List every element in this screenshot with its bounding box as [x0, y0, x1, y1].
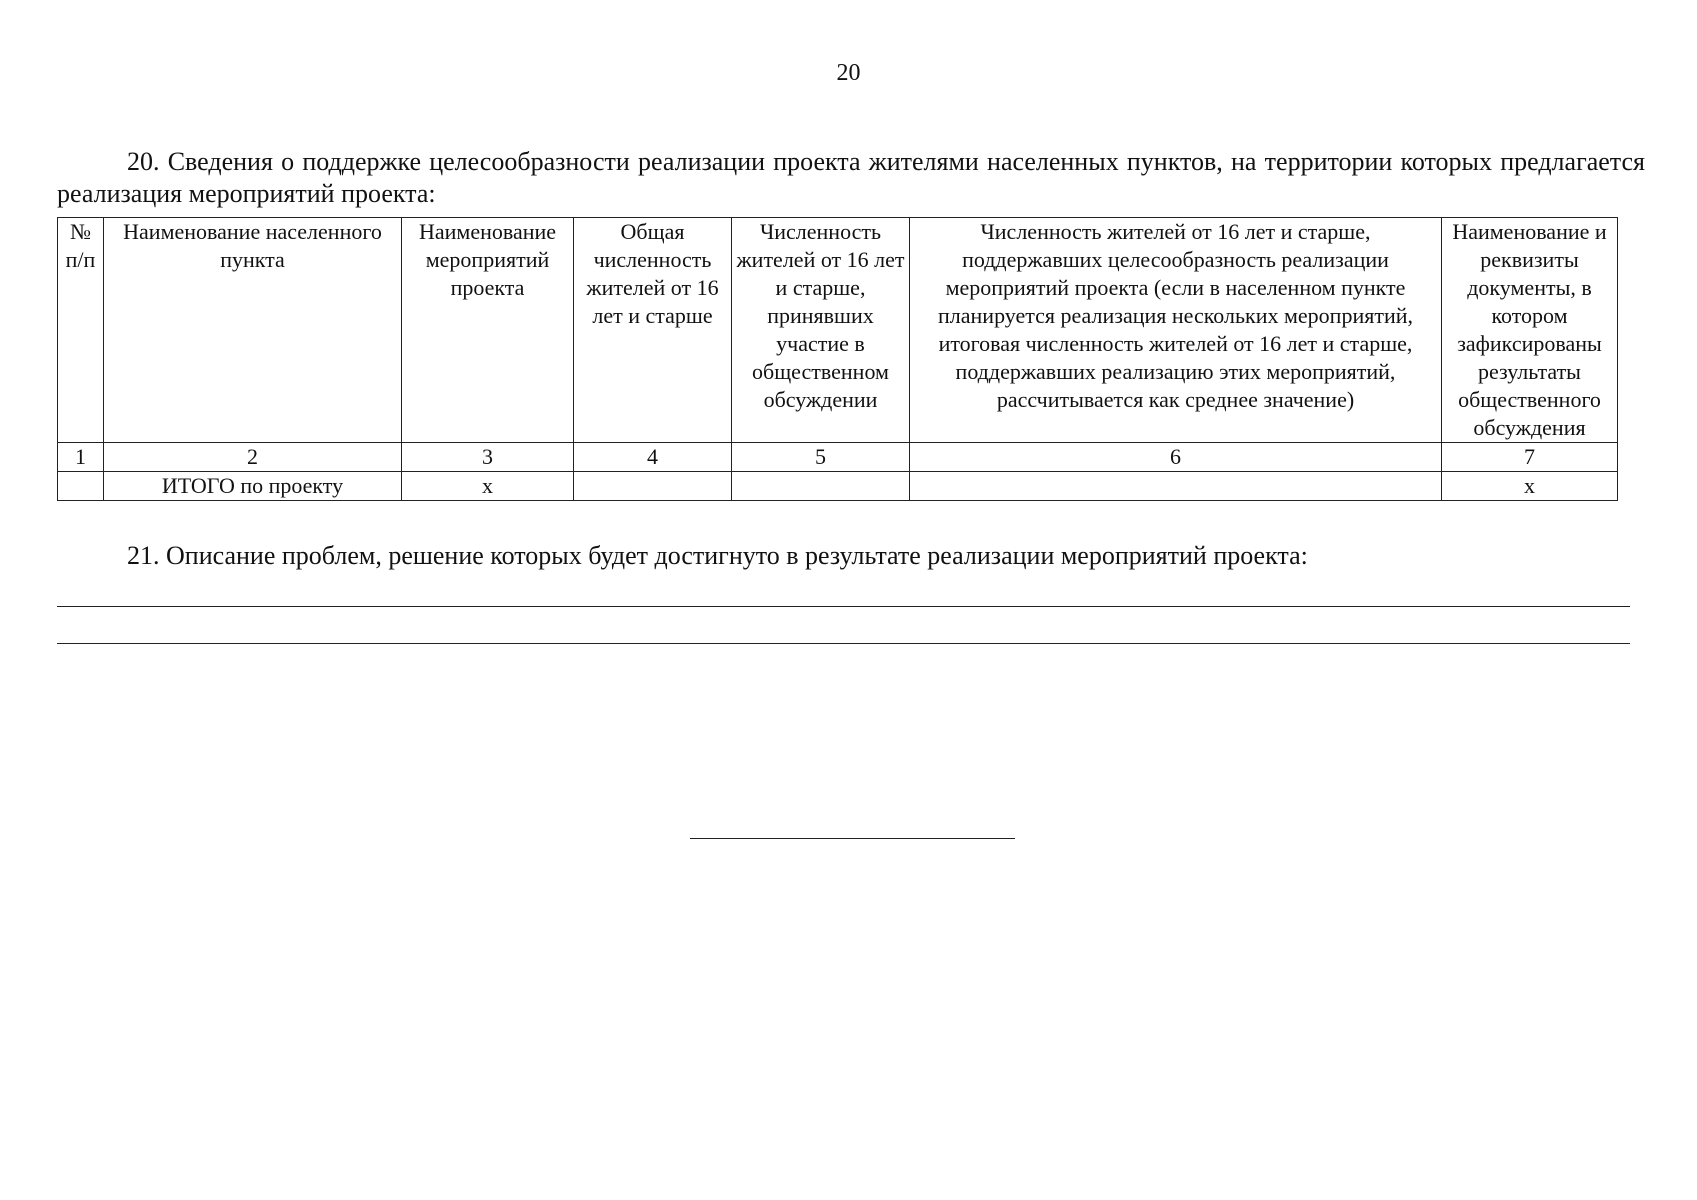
- support-table: [57, 217, 1618, 501]
- header-cell-activities: Наименование мероприятий проекта: [402, 218, 574, 443]
- total-cell: [574, 472, 732, 501]
- end-of-document-line: [690, 838, 1015, 839]
- header-cell-number: № п/п: [58, 218, 104, 443]
- column-number-cell: 2: [104, 443, 402, 472]
- section-21-heading: 21. Описание проблем, решение которых будет достигнуто в результате реализации мероприятий проекта:: [127, 541, 1308, 570]
- column-number-cell: 5: [732, 443, 910, 472]
- total-label-cell: ИТОГО по проекту: [104, 472, 402, 501]
- total-cell: [732, 472, 910, 501]
- answer-line: [57, 606, 1630, 607]
- answer-line: [57, 643, 1630, 644]
- header-cell-documents: Наименование и реквизиты документы, в котором зафиксированы результаты общественного обсуждения: [1442, 218, 1618, 443]
- column-number-cell: 4: [574, 443, 732, 472]
- total-cell: х: [1442, 472, 1618, 501]
- total-row: [58, 472, 1618, 501]
- total-cell: [58, 472, 104, 501]
- section-20-heading: 20. Сведения о поддержке целесообразности реализации проекта жителями населенных пунктов, на территории которых предлагается реализация мероприятий проекта:: [57, 147, 1645, 208]
- header-cell-settlement: Наименование населенного пункта: [104, 218, 402, 443]
- column-number-cell: 1: [58, 443, 104, 472]
- total-cell: х: [402, 472, 574, 501]
- column-number-cell: 3: [402, 443, 574, 472]
- column-number-cell: 6: [910, 443, 1442, 472]
- header-cell-supporters: Численность жителей от 16 лет и старше, поддержавших целесообразность реализации мероприятий проекта (если в населенном пункте планируется реализация нескольких мероприятий, итоговая численность жителей от 16 лет и старше, поддержавших реализацию этих мероприятий, рассчитывается как среднее значение): [910, 218, 1442, 443]
- column-number-row: [58, 443, 1618, 472]
- header-cell-participants: Численность жителей от 16 лет и старше, принявших участие в общественном обсуждении: [732, 218, 910, 443]
- page-number: 20: [836, 60, 861, 86]
- total-cell: [910, 472, 1442, 501]
- column-number-cell: 7: [1442, 443, 1618, 472]
- table-header-row: [58, 218, 1618, 443]
- header-cell-total-population: Общая численность жителей от 16 лет и старше: [574, 218, 732, 443]
